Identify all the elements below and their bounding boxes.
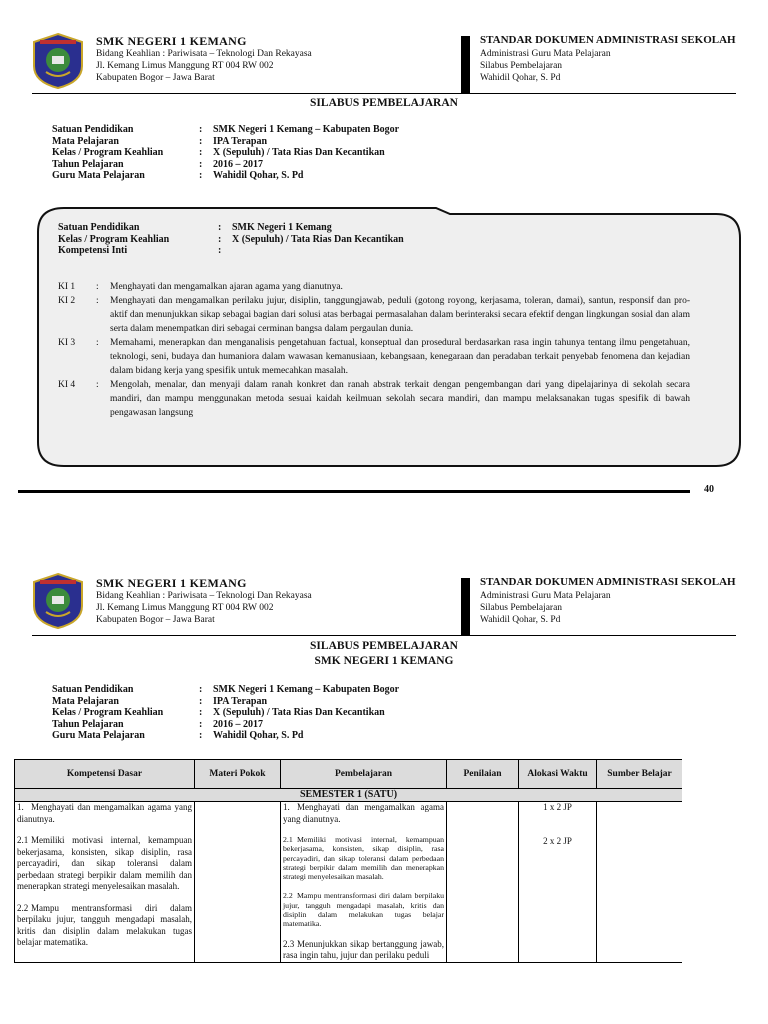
box-info-label: Satuan Pendidikan — [58, 222, 140, 233]
info-label: Kelas / Program Keahlian — [52, 147, 164, 158]
pembelajaran-item: 2.2 Mampu mentransformasi diri dalam berpilaku jujur, tangguh mengadapi masalah, kritis dan disiplin dalam melakukan tugas belajar matematika. — [283, 891, 444, 929]
ki-code: KI 1 — [58, 282, 76, 292]
standard-line-1: Administrasi Guru Mata Pelajaran — [480, 591, 611, 601]
standard-title: STANDAR DOKUMEN ADMINISTRASI SEKOLAH — [480, 576, 736, 588]
header-divider-bar — [461, 578, 470, 636]
info-row: Satuan Pendidikan : SMK Negeri 1 Kemang – Kabupaten Bogor — [52, 684, 400, 695]
semester-label: SEMESTER 1 (SATU) — [15, 789, 683, 802]
info-value: SMK Negeri 1 Kemang – Kabupaten Bogor — [213, 124, 400, 135]
column-header: Pembelajaran — [281, 760, 447, 789]
school-name: SMK NEGERI 1 KEMANG — [96, 34, 247, 48]
info-label: Mata Pelajaran — [52, 695, 119, 707]
alokasi-value: 2 x 2 JP — [543, 835, 572, 846]
header-rule — [32, 93, 736, 94]
table-header-row — [15, 760, 683, 789]
ki-item: KI 4 : Mengolah, menalar, dan menyaji dalam ranah konkret dan ranah abstrak terkait dengan pengembangan dari yang dipelajarinya di sekolah secara mandiri, dan mampu menggunakan metoda sesuai kaidah keilmuan sekolah secara mandiri, dan mampu melaksanakan tugas spesifik di bawah pengawasan langsung — [58, 380, 690, 418]
school-name: SMK NEGERI 1 KEMANG — [96, 576, 247, 590]
info-value: Wahidil Qohar, S. Pd — [213, 170, 304, 181]
info-row: Guru Mata Pelajaran : Wahidil Qohar, S. Pd — [52, 730, 304, 741]
standard-line-2: Silabus Pembelajaran — [480, 603, 563, 613]
ki-code: KI 2 — [58, 296, 76, 306]
column-header: Alokasi Waktu — [519, 760, 597, 789]
info-block — [52, 684, 399, 742]
info-value: X (Sepuluh) / Tata Rias Dan Kecantikan — [213, 147, 385, 158]
school-logo-icon — [32, 572, 84, 630]
page-number: 40 — [704, 484, 714, 495]
footer-rule — [18, 490, 690, 493]
standard-line-1: Administrasi Guru Mata Pelajaran — [480, 49, 611, 59]
school-logo-icon — [32, 32, 84, 90]
kd-item: 2.1 Memiliki motivasi internal, kemampuan bekerjasama, konsisten, sikap disiplin, rasa percayadiri, dan sikap toleransi dalam perbedaan strategi berpikir dalam memilih dan menerapkan strategi menyelesaikan masalah. — [17, 835, 192, 891]
page-2 — [0, 540, 768, 1024]
info-row: Mata Pelajaran : IPA Terapan — [52, 695, 267, 707]
info-row: Satuan Pendidikan : SMK Negeri 1 Kemang – Kabupaten Bogor — [52, 124, 400, 135]
info-row: Kelas / Program Keahlian : X (Sepuluh) / Tata Rias Dan Kecantikan — [52, 707, 385, 718]
ki-code: KI 4 — [58, 380, 76, 390]
info-value: SMK Negeri 1 Kemang – Kabupaten Bogor — [213, 684, 400, 695]
column-header: Penilaian — [447, 760, 519, 789]
kd-item: 1. Menghayati dan mengamalkan agama yang dianutnya. — [17, 802, 192, 824]
box-info-value: X (Sepuluh) / Tata Rias Dan Kecantikan — [232, 233, 404, 245]
pembelajaran-item: 2.1 Memiliki motivasi internal, kemampuan bekerjasama, konsisten, sikap disiplin, rasa percayadiri, dan sikap toleransi dalam perbedaan strategi berpikir dalam memilih dan menerapkan strategi menyelesaikan masalah. — [283, 835, 444, 882]
info-value: IPA Terapan — [213, 135, 267, 147]
ki-item: KI 3 : Memahami, menerapkan dan menganalisis pengetahuan factual, konseptual dan prosedural berdasarkan rasa ingin tahunya tentang ilmu pengetahuan, teknologi, seni, budaya dan humaniora dalam wawasan kemanusiaan, kebangsaan, kenegaraan dan peradaban terkait penyebab fenomena dan kejadian dalam bidang kerja yang spesifik untuk memecahkan masalah. — [58, 338, 690, 376]
info-label: Satuan Pendidikan — [52, 124, 134, 135]
standard-line-2: Silabus Pembelajaran — [480, 61, 563, 71]
column-header: Sumber Belajar — [597, 760, 683, 789]
page-title: SILABUS PEMBELAJARAN — [310, 97, 458, 109]
header-address: Jl. Kemang Limus Manggung RT 004 RW 002 — [96, 61, 274, 71]
info-row: Mata Pelajaran : IPA Terapan — [52, 135, 267, 147]
pembelajaran-item: 2.3 Menunjukkan sikap bertanggung jawab, rasa ingin tahu, jujur dan perilaku peduli — [283, 938, 444, 961]
header-rule — [32, 635, 736, 636]
ki-text: Menghayati dan mengamalkan perilaku jujur, disiplin, tanggungjawab, peduli (gotong royong, kerjasama, toleran, damai), santun, responsif dan pro-aktif dan menunjukkan sikap sebagai bagian dari solusi atas berbagai permasalahan dalam berinteraksi secara efektif dengan lingkungan sosial dan alam serta dalam menempatkan diri sebagai cerminan bangsa dalam pergaulan dunia. — [110, 296, 690, 334]
penilaian-cell — [447, 802, 519, 963]
standard-title: STANDAR DOKUMEN ADMINISTRASI SEKOLAH — [480, 34, 736, 46]
box-info-label: Kompetensi Inti — [58, 245, 128, 256]
header-divider-bar — [461, 36, 470, 94]
ki-text: Memahami, menerapkan dan menganalisis pengetahuan factual, konseptual dan prosedural berdasarkan rasa ingin tahunya tentang ilmu pengetahuan, teknologi, seni, budaya dan humaniora dalam wawasan kemanusiaan, kebangsaan, kenegaraan dan peradaban terkait penyebab fenomena dan kejadian dalam bidang kerja yang spesifik untuk memecahkan masalah. — [110, 338, 690, 376]
kd-cell — [15, 802, 195, 963]
info-label: Guru Mata Pelajaran — [52, 730, 145, 741]
ki-code: KI 3 — [58, 338, 76, 348]
syllabus-table-wrap — [14, 759, 682, 1024]
sumber-cell — [597, 802, 683, 963]
info-block — [52, 124, 399, 182]
syllabus-table — [14, 759, 682, 963]
page-title: SILABUS PEMBELAJARAN — [310, 640, 458, 652]
info-label: Satuan Pendidikan — [52, 684, 134, 695]
header-address: Jl. Kemang Limus Manggung RT 004 RW 002 — [96, 603, 274, 613]
info-label: Tahun Pelajaran — [52, 158, 124, 170]
standard-line-3: Wahidil Qohar, S. Pd — [480, 73, 561, 83]
materi-cell — [195, 802, 281, 963]
info-row: Guru Mata Pelajaran : Wahidil Qohar, S. Pd — [52, 170, 304, 181]
pembelajaran-item: 1. Menghayati dan mengamalkan agama yang dianutnya. — [283, 802, 444, 824]
column-header: Materi Pokok — [195, 760, 281, 789]
ki-text: Menghayati dan mengamalkan ajaran agama yang dianutnya. — [110, 282, 343, 292]
info-value: IPA Terapan — [213, 695, 267, 707]
info-row: Tahun Pelajaran : 2016 – 2017 — [52, 718, 263, 730]
header-department: Bidang Keahlian : Pariwisata – Teknologi Dan Rekayasa — [96, 49, 312, 59]
box-info-row: Kelas / Program Keahlian : X (Sepuluh) / Tata Rias Dan Kecantikan — [58, 233, 404, 245]
box-info-block — [58, 222, 404, 257]
column-header: Kompetensi Dasar — [15, 760, 195, 789]
info-row: Kelas / Program Keahlian : X (Sepuluh) / Tata Rias Dan Kecantikan — [52, 147, 385, 158]
pembelajaran-cell — [281, 802, 447, 963]
ki-text: Mengolah, menalar, dan menyaji dalam ranah konkret dan ranah abstrak terkait dengan pengembangan dari yang dipelajarinya di sekolah secara mandiri, dan mampu menggunakan metoda sesuai kaidah keilmuan sekolah secara mandiri, dan mampu melaksanakan tugas spesifik di bawah pengawasan langsung — [110, 380, 690, 418]
info-label: Tahun Pelajaran — [52, 718, 124, 730]
kd-item: 2.2 Mampu mentransformasi diri dalam berpilaku jujur, tangguh mengadapi masalah, kritis dan disiplin dalam melakukan tugas belajar matematika. — [17, 902, 192, 947]
box-info-row: Kompetensi Inti : — [58, 245, 222, 256]
info-value: 2016 – 2017 — [213, 718, 263, 730]
info-value: 2016 – 2017 — [213, 158, 263, 170]
header-region: Kabupaten Bogor – Jawa Barat — [96, 73, 215, 83]
header-department: Bidang Keahlian : Pariwisata – Teknologi Dan Rekayasa — [96, 591, 312, 601]
ki-item: KI 1 : Menghayati dan mengamalkan ajaran agama yang dianutnya. — [58, 280, 690, 294]
info-label: Mata Pelajaran — [52, 135, 119, 147]
header-region: Kabupaten Bogor – Jawa Barat — [96, 615, 215, 625]
semester-row — [15, 789, 683, 802]
page-1 — [0, 0, 768, 500]
standard-line-3: Wahidil Qohar, S. Pd — [480, 615, 561, 625]
info-label: Guru Mata Pelajaran — [52, 170, 145, 181]
alokasi-cell — [519, 802, 597, 963]
ki-item: KI 2 : Menghayati dan mengamalkan perilaku jujur, disiplin, tanggungjawab, peduli (gotong royong, kerjasama, toleran, damai), santun, responsif dan pro-aktif dan menunjukkan sikap sebagai bagian dari solusi atas berbagai permasalahan dalam berinteraksi secara efektif dengan lingkungan sosial dan alam serta dalam menempatkan diri sebagai cerminan bangsa dalam pergaulan dunia. — [58, 296, 690, 334]
box-info-row: Satuan Pendidikan : SMK Negeri 1 Kemang — [58, 222, 332, 233]
page-subtitle: SMK NEGERI 1 KEMANG — [314, 655, 454, 667]
info-value: X (Sepuluh) / Tata Rias Dan Kecantikan — [213, 707, 385, 718]
info-value: Wahidil Qohar, S. Pd — [213, 730, 304, 741]
box-info-label: Kelas / Program Keahlian — [58, 233, 170, 245]
box-info-value: SMK Negeri 1 Kemang — [232, 222, 332, 233]
ki-list — [58, 280, 690, 420]
alokasi-value: 1 x 2 JP — [543, 802, 572, 812]
info-label: Kelas / Program Keahlian — [52, 707, 164, 718]
info-row: Tahun Pelajaran : 2016 – 2017 — [52, 158, 263, 170]
table-row — [15, 802, 683, 963]
